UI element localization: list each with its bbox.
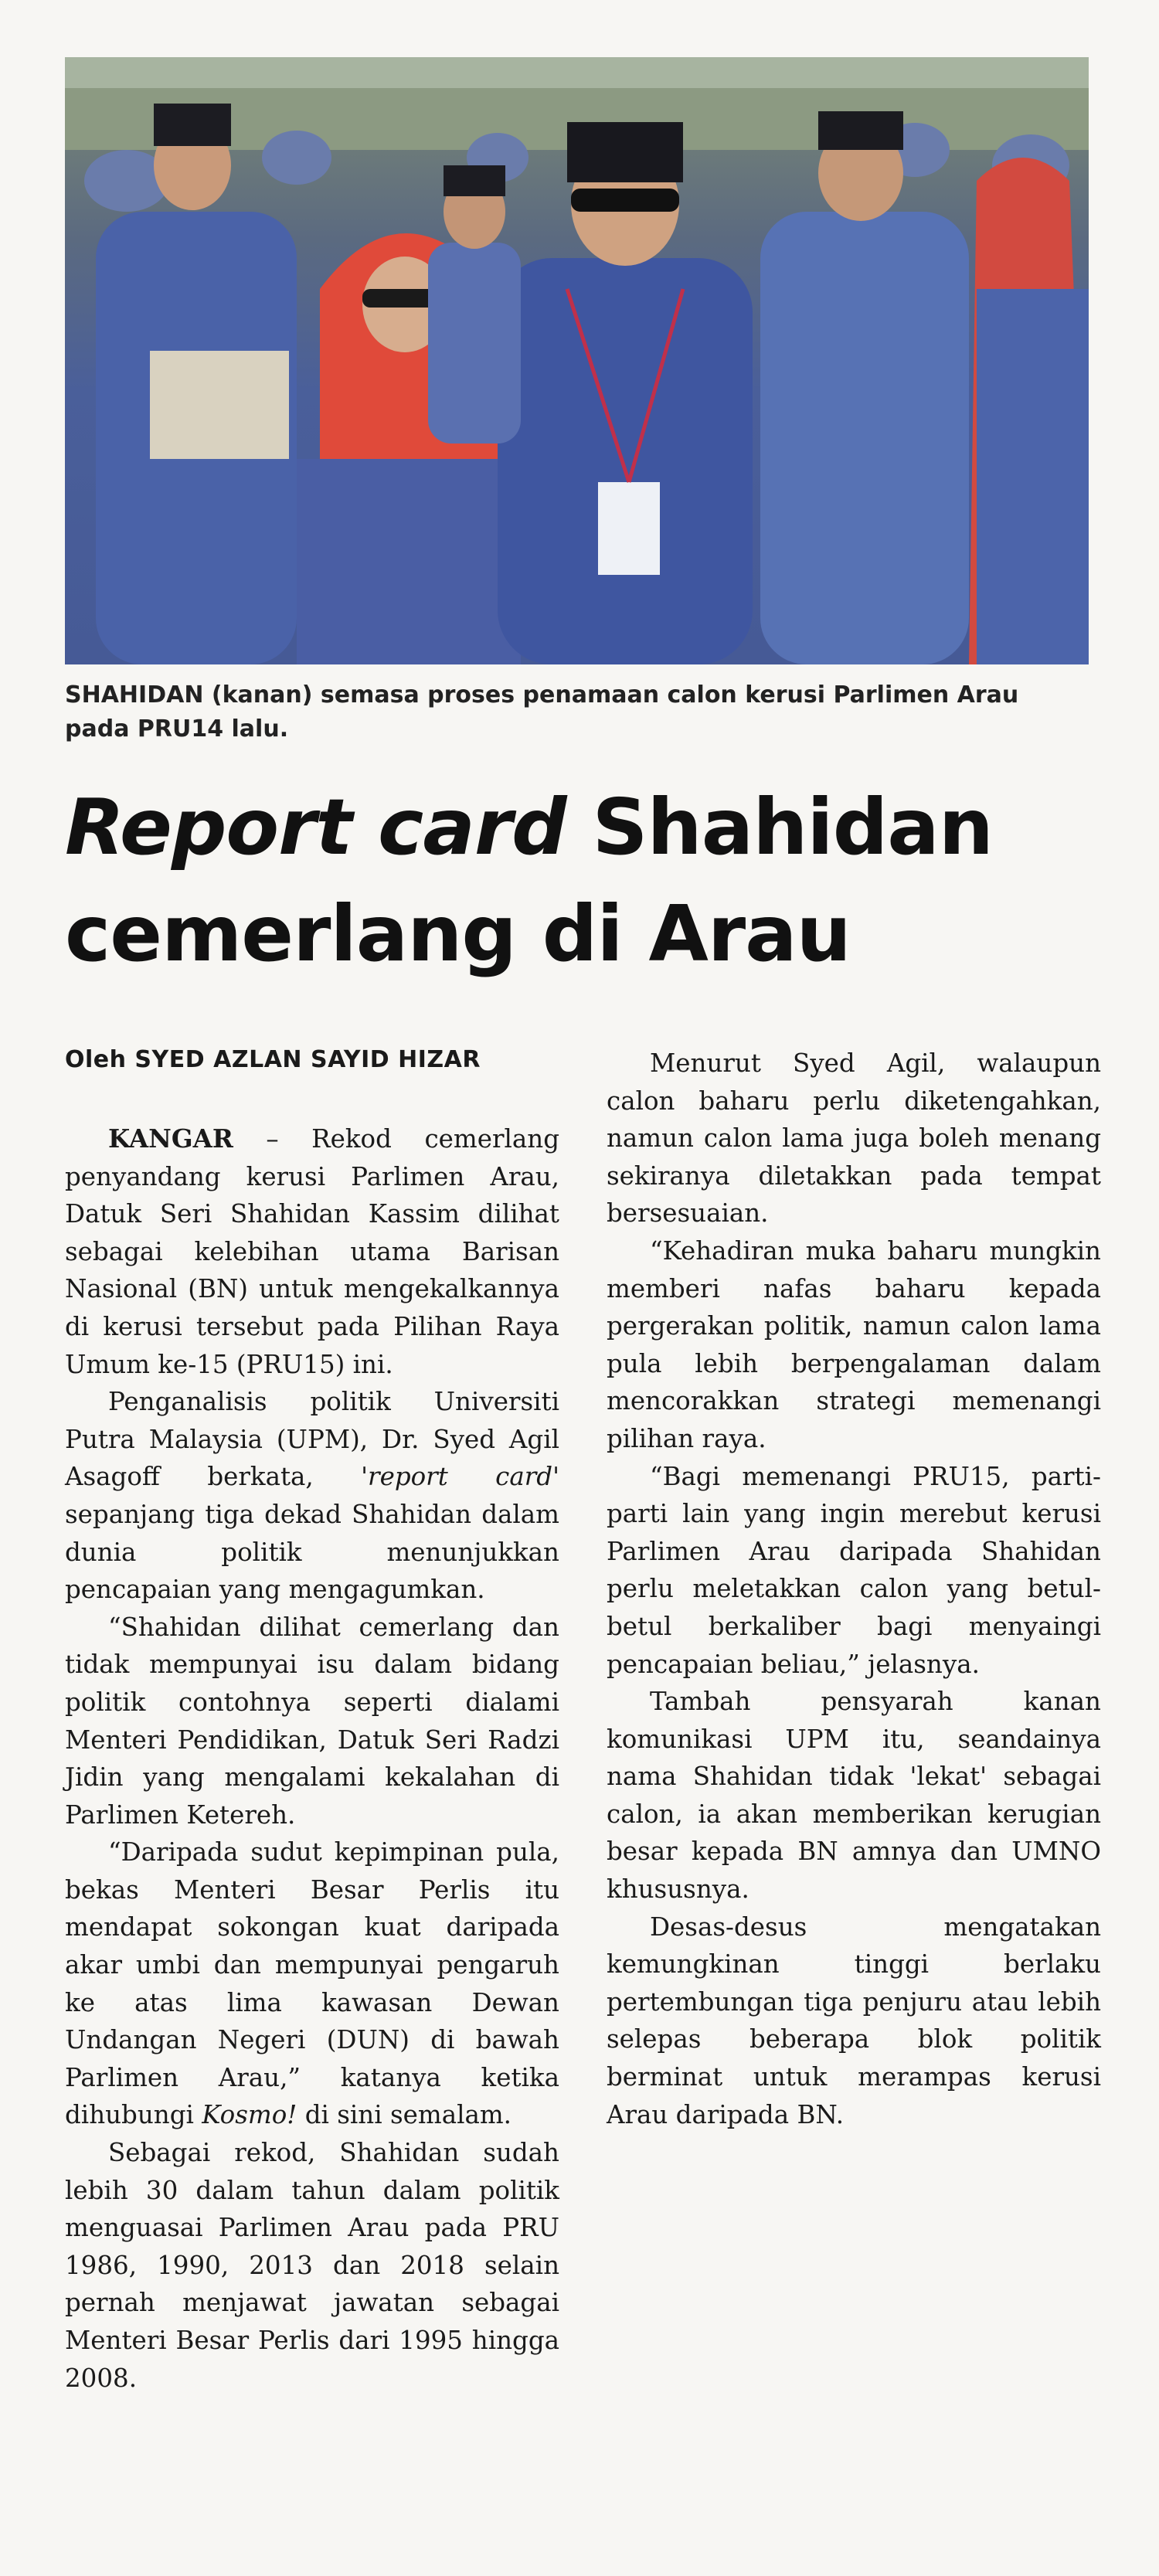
paragraph-4 (65, 1833, 559, 2134)
article-column-right (607, 1045, 1101, 2133)
paragraph-3: “Shahidan dilihat cemerlang dan tidak mempunyai isu dalam bidang politik contohnya seperti dialami Menteri Pendidikan, Datuk Seri Radzi Jidin yang mengalami kekalahan di Parlimen Ketereh. (65, 1612, 559, 1830)
photo-caption: SHAHIDAN (kanan) semasa proses penamaan calon kerusi Parlimen Arau pada PRU14 lalu. (65, 681, 1019, 743)
byline: Oleh SYED AZLAN SAYID HIZAR (65, 1046, 481, 1073)
paragraph-2 (65, 1383, 559, 1609)
headline-rest: Shahidan (566, 782, 993, 872)
paragraph-10: Desas-desus mengatakan kemungkinan tinggi berlaku pertembungan tiga penjuru atau lebih selepas beberapa blok politik berminat untuk merampas kerusi Arau daripada BN. (607, 1912, 1101, 2129)
paragraph-4-text-a: “Daripada sudut kepimpinan pula, bekas Menteri Besar Perlis itu mendapat sokongan kuat daripada akar umbi dan mempunyai pengaruh ke atas lima kawasan Dewan Undangan Negeri (DUN) di bawah Parlimen Arau,” katanya ketika dihubungi (65, 1837, 559, 2130)
paragraph-2-text-b: ' sepanjang tiga dekad Shahidan dalam dunia politik menunjukkan pencapaian yang mengagumkan. (65, 1462, 559, 1605)
paragraph-2-italic: report card (368, 1462, 553, 1492)
paragraph-2-text-a: Penganalisis politik Universiti Putra Malaysia (UPM), Dr. Syed Agil Asagoff berkata, ' (65, 1387, 559, 1492)
paragraph-1 (65, 1120, 559, 1383)
paragraph-7: “Kehadiran muka baharu mungkin memberi nafas baharu kepada pergerakan politik, namun calon lama pula lebih berpengalaman dalam mencorakkan strategi memenangi pilihan raya. (607, 1235, 1101, 1453)
paragraph-4-text-b: di sini semalam. (297, 2100, 512, 2130)
paragraph-9: Tambah pensyarah kanan komunikasi UPM itu, seandainya nama Shahidan tidak 'lekat' sebagai calon, ia akan memberikan kerugian besar kepada BN amnya dan UMNO khususnya. (607, 1687, 1101, 1905)
paragraph-8: “Bagi memenangi PRU15, parti-parti lain yang ingin merebut kerusi Parlimen Arau daripada Shahidan perlu meletakkan calon yang betul-betul berkaliber bagi menyaingi pencapaian beliau,” jelasnya. (607, 1461, 1101, 1679)
paragraph-5: Sebagai rekod, Shahidan sudah lebih 30 dalam tahun dalam politik menguasai Parlimen Arau pada PRU 1986, 1990, 2013 dan 2018 selain pernah menjawat jawatan sebagai Menteri Besar Perlis dari 1995 hingga 2008. (65, 2138, 559, 2393)
paragraph-6: Menurut Syed Agil, walaupun calon baharu perlu diketengahkan, namun calon lama juga boleh menang sekiranya diletakkan pada tempat bersesuaian. (607, 1048, 1101, 1229)
headline (65, 774, 1100, 987)
paragraph-1-text: – Rekod cemerlang penyandang kerusi Parlimen Arau, Datuk Seri Shahidan Kassim dilihat sebagai kelebihan utama Barisan Nasional (BN) untuk mengekalkannya di kerusi tersebut pada Pilihan Raya Umum ke-15 (PRU15) ini. (65, 1124, 559, 1379)
headline-line2: cemerlang di Arau (65, 889, 851, 979)
news-photo (65, 57, 1089, 664)
dateline: KANGAR (108, 1123, 233, 1154)
article-column-left (65, 1045, 559, 2397)
paragraph-4-italic: Kosmo! (202, 2100, 297, 2130)
photo-icon (65, 57, 1089, 664)
headline-italic: Report card (65, 782, 566, 872)
